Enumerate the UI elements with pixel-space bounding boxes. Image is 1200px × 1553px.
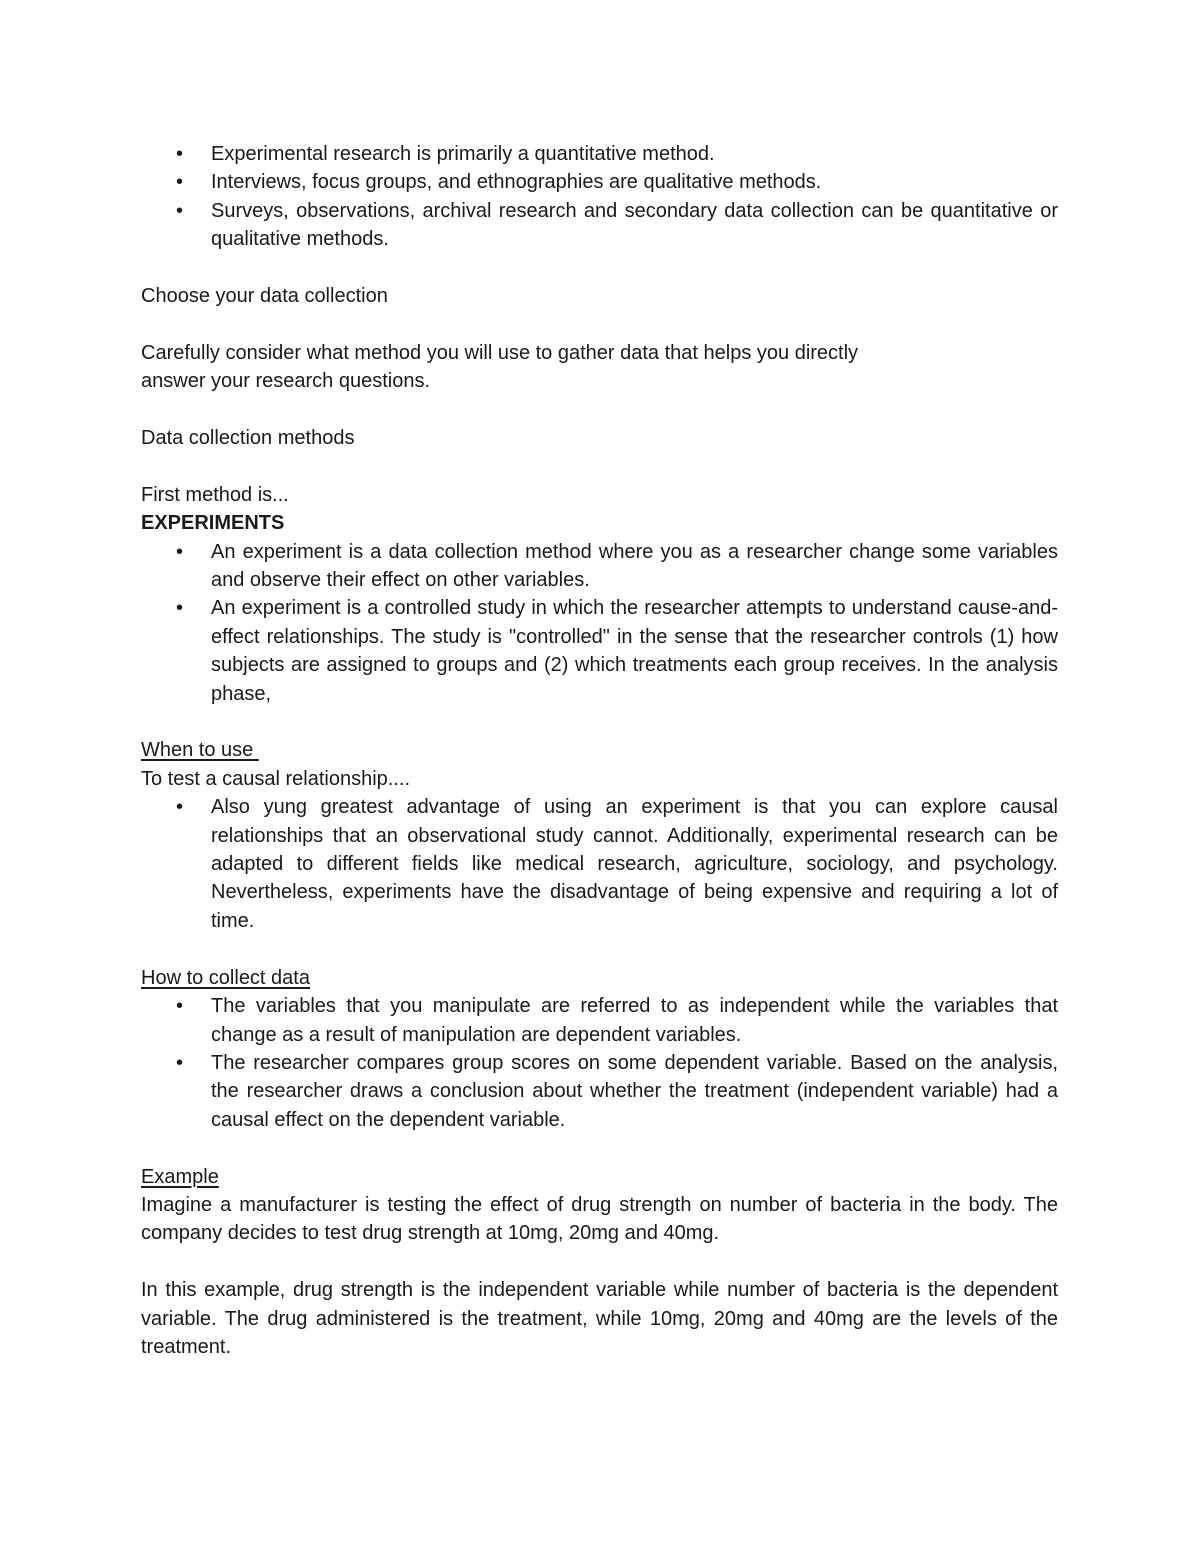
document-page: [141, 140, 1058, 1361]
how-bullet-list: [141, 992, 1058, 1134]
when-bullet-list: [141, 793, 1058, 935]
list-item: • An experiment is a controlled study in which the researcher attempts to understand cause-and-effect relationships. The study is "controlled" in the sense that the researcher controls (1) how subjects are assigned to groups and (2) which treatments each group receives. In the analysis phase,: [141, 594, 1058, 708]
bullet-icon: •: [176, 1051, 184, 1074]
bullet-icon: •: [176, 143, 184, 165]
bullet-icon: •: [176, 540, 184, 563]
bullet-icon: •: [176, 171, 184, 194]
consider-line-2: answer your research questions.: [141, 370, 431, 393]
consider-line-1: Carefully consider what method you will use to gather data that helps you directly: [141, 341, 859, 364]
experiments-heading: EXPERIMENTS: [141, 512, 285, 535]
bullet-icon: •: [176, 199, 184, 222]
list-item: • Experimental research is primarily a quantitative method.: [141, 140, 1058, 168]
list-item: • Interviews, focus groups, and ethnographies are qualitative methods.: [141, 168, 1058, 196]
bullet-icon: •: [176, 597, 184, 620]
list-item: • Also yung greatest advantage of using an experiment is that you can explore causal relationships that an observational study cannot. Additionally, experimental research can be adapted to different fields like medical research, agriculture, sociology, and psychology. Nevertheless, experiments have the disadvantage of being expensive and requiring a lot of time.: [141, 793, 1058, 935]
experiment-bullet-list: [141, 538, 1058, 708]
bullet-icon: •: [176, 796, 184, 819]
choose-heading: Choose your data collection: [141, 285, 388, 308]
example-paragraph-1: Imagine a manufacturer is testing the effect of drug strength on number of bacteria in the body. The company decides to test drug strength at 10mg, 20mg and 40mg.: [141, 1193, 1058, 1245]
list-item: • The variables that you manipulate are referred to as independent while the variables that change as a result of manipulation are dependent variables.: [141, 992, 1058, 1049]
example-heading: Example: [141, 1165, 219, 1188]
intro-bullet-list: [141, 140, 1058, 254]
first-method-text: First method is...: [141, 483, 289, 506]
methods-heading: Data collection methods: [141, 427, 355, 450]
bullet-icon: •: [176, 995, 184, 1018]
how-to-collect-heading: How to collect data: [141, 966, 310, 989]
list-item: • An experiment is a data collection method where you as a researcher change some variables and observe their effect on other variables.: [141, 538, 1058, 595]
when-to-use-heading: When to use: [141, 739, 259, 762]
when-to-use-text: To test a causal relationship....: [141, 767, 411, 790]
list-item: • Surveys, observations, archival research and secondary data collection can be quantitative or qualitative methods.: [141, 197, 1058, 254]
example-paragraph-2: In this example, drug strength is the independent variable while number of bacteria is the dependent variable. The drug administered is the treatment, while 10mg, 20mg and 40mg are the levels of the treatment.: [141, 1279, 1058, 1358]
list-item: • The researcher compares group scores on some dependent variable. Based on the analysis, the researcher draws a conclusion about whether the treatment (independent variable) had a causal effect on the dependent variable.: [141, 1049, 1058, 1134]
